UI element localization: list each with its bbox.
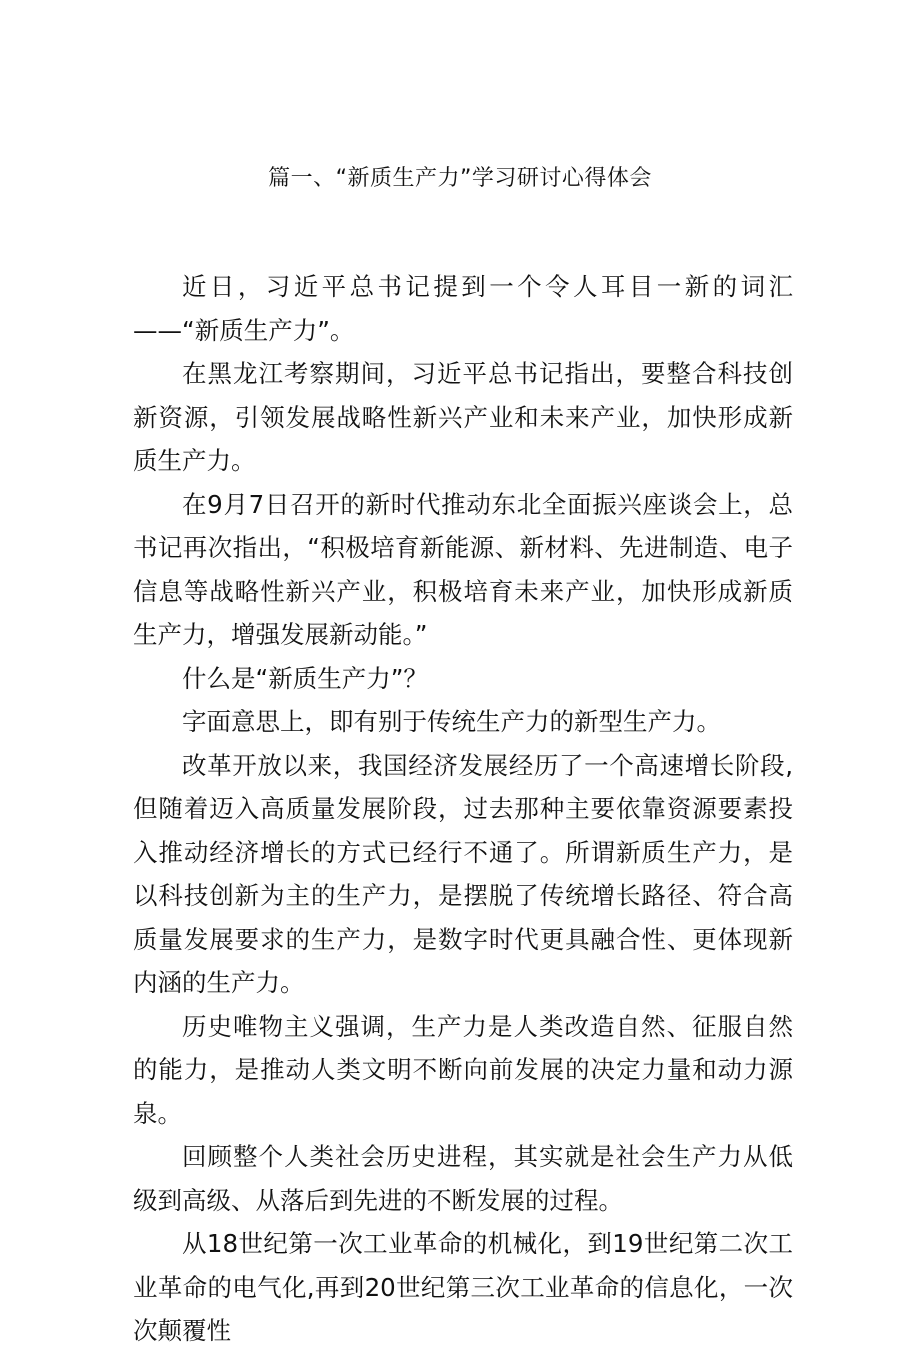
document-title: 篇一、“新质生产力”学习研讨心得体会 [268, 166, 652, 191]
paragraph: 字面意思上，即有别于传统生产力的新型生产力。 [182, 707, 721, 736]
paragraph: 改革开放以来，我国经济发展经历了一个高速增长阶段,但随着迈入高质量发展阶段，过去那种主要依靠资源要素投入推动经济增长的方式已经行不通了。所谓新质生产力，是以科技创新为主的生产力，是摆脱了传统增长路径、符合高质量发展要求的生产力，是数字时代更具融合性、更体现新内涵的生产力。 [133, 750, 793, 997]
paragraph: 在9月7日召开的新时代推动东北全面振兴座谈会上，总书记再次指出，“积极培育新能源、新材料、先进制造、电子信息等战略性新兴产业，积极培育未来产业，加快形成新质生产力，增强发展新动能。” [133, 489, 793, 649]
paragraph: 回顾整个人类社会历史进程，其实就是社会生产力从低级到高级、从落后到先进的不断发展的过程。 [133, 1142, 793, 1215]
paragraph: 近日，习近平总书记提到一个令人耳目一新的词汇——“新质生产力”。 [133, 272, 793, 345]
paragraph: 历史唯物主义强调，生产力是人类改造自然、征服自然的能力，是推动人类文明不断向前发展的决定力量和动力源泉。 [133, 1011, 793, 1128]
paragraph: 在黑龙江考察期间，习近平总书记指出，要整合科技创新资源，引领发展战略性新兴产业和未来产业，加快形成新质生产力。 [133, 359, 793, 475]
paragraph: 什么是“新质生产力”？ [182, 663, 428, 693]
paragraph: 从18世纪第一次工业革命的机械化，到19世纪第二次工业革命的电气化,再到20世纪第三次工业革命的信息化，一次次颠覆性 [133, 1229, 793, 1345]
document-body [133, 265, 793, 1353]
